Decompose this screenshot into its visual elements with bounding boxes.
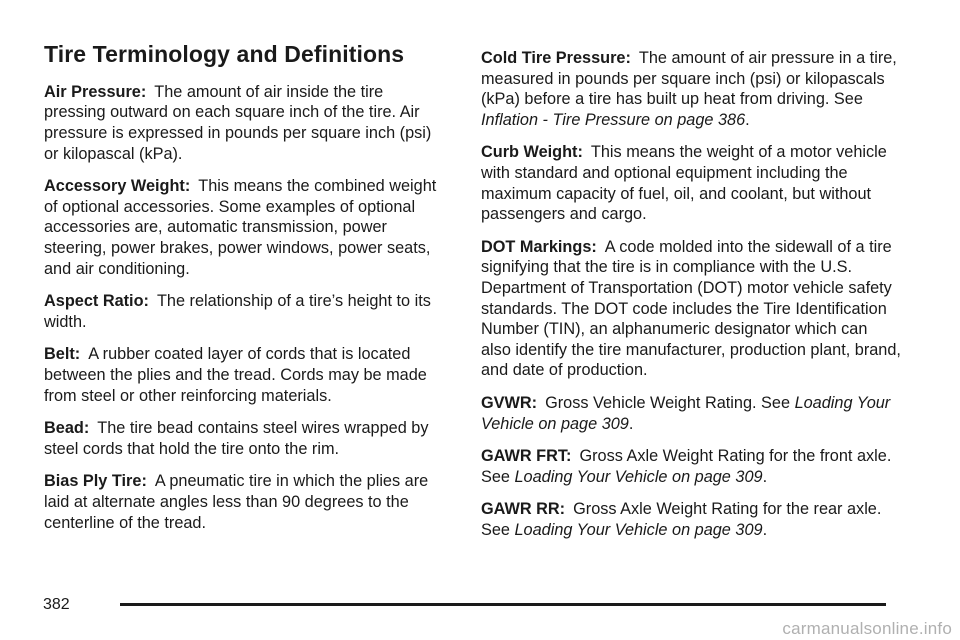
definition-entry: [481, 237, 901, 381]
page-number: 382: [43, 596, 70, 613]
definition-body: The tire bead contains steel wires wrapped by steel cords that hold the tire onto the rim.: [44, 419, 429, 458]
definition-term: GAWR FRT:: [481, 447, 572, 466]
definition-tail: .: [745, 110, 750, 129]
definition-entry: [44, 418, 444, 459]
definition-body: This means the combined weight of optional accessories. Some examples of optional accessories are, automatic transmission, power steering, power brakes, power windows, power seats, and air conditioning.: [44, 177, 437, 278]
definition-body: Gross Axle Weight Rating for the rear axle. See: [481, 500, 882, 539]
footer-rule: [120, 603, 886, 606]
definition-tail: .: [628, 414, 634, 433]
definition-body: This means the weight of a motor vehicle with standard and optional equipment including the maximum capacity of fuel, oil, and coolant, but without passengers and cargo.: [481, 143, 887, 224]
definition-entry: [44, 344, 444, 406]
definition-term: Cold Tire Pressure:: [481, 49, 631, 67]
definition-term: Accessory Weight:: [44, 177, 191, 196]
cross-reference-link[interactable]: Loading Your Vehicle on page 309: [514, 520, 763, 539]
definition-term: Aspect Ratio:: [44, 292, 149, 311]
definition-entry: [481, 142, 901, 224]
definition-body: Gross Axle Weight Rating for the front axle. See: [481, 447, 892, 486]
definition-term: DOT Markings:: [481, 237, 597, 256]
definition-entry: [481, 499, 901, 540]
definition-term: GAWR RR:: [481, 500, 566, 519]
right-column: [481, 48, 901, 552]
cross-reference-link[interactable]: Loading Your Vehicle on page 309: [514, 467, 763, 486]
definition-entry: [481, 393, 901, 434]
left-column: [44, 40, 444, 545]
definition-entry: [44, 471, 444, 533]
definition-entry: [44, 82, 444, 164]
definition-term: Belt:: [44, 345, 81, 364]
definition-term: Bias Ply Tire:: [44, 472, 147, 491]
definition-body: A code molded into the sidewall of a tire signifying that the tire is in compliance with the U.S. Department of Transportation (DOT) motor vehicle safety standards. The DOT code includes the Tire Identification Number (TIN), an alphanumeric designator which can also identify the tire manufacturer, production plant, brand, and date of production.: [481, 237, 901, 380]
definition-entry: [481, 48, 901, 130]
cross-reference-link[interactable]: Loading Your Vehicle on page 309: [481, 393, 891, 433]
definition-body: A rubber coated layer of cords that is located between the plies and the tread. Cords may be made from steel or other reinforcing materials.: [44, 345, 427, 405]
definition-term: GVWR:: [481, 393, 538, 412]
definition-entry: [44, 176, 444, 279]
definition-term: Air Pressure:: [44, 82, 147, 101]
definition-term: Curb Weight:: [481, 143, 583, 162]
definition-body: The amount of air inside the tire pressing outward on each square inch of the tire. Air pressure is expressed in pounds per square inch (psi) or kilopascal (kPa).: [44, 82, 432, 163]
definition-entry: [481, 446, 901, 487]
definition-term: Bead:: [44, 419, 90, 438]
definition-body: The relationship of a tire’s height to its width.: [44, 292, 431, 331]
definition-entry: [44, 291, 444, 332]
definition-tail: .: [762, 467, 768, 486]
page-title: Tire Terminology and Definitions: [44, 41, 405, 67]
site-watermark: carmanualsonline.info: [782, 619, 952, 638]
cross-reference-link[interactable]: Inflation - Tire Pressure on page 386: [481, 110, 746, 129]
definition-body: Gross Vehicle Weight Rating. See: [545, 393, 795, 412]
definition-tail: .: [762, 520, 768, 539]
definition-body: The amount of air pressure in a tire, measured in pounds per square inch (psi) or kilopascals (kPa) before a tire has built up heat from driving. See: [481, 49, 897, 109]
definition-body: A pneumatic tire in which the plies are laid at alternate angles less than 90 degrees to the centerline of the tread.: [44, 472, 429, 532]
